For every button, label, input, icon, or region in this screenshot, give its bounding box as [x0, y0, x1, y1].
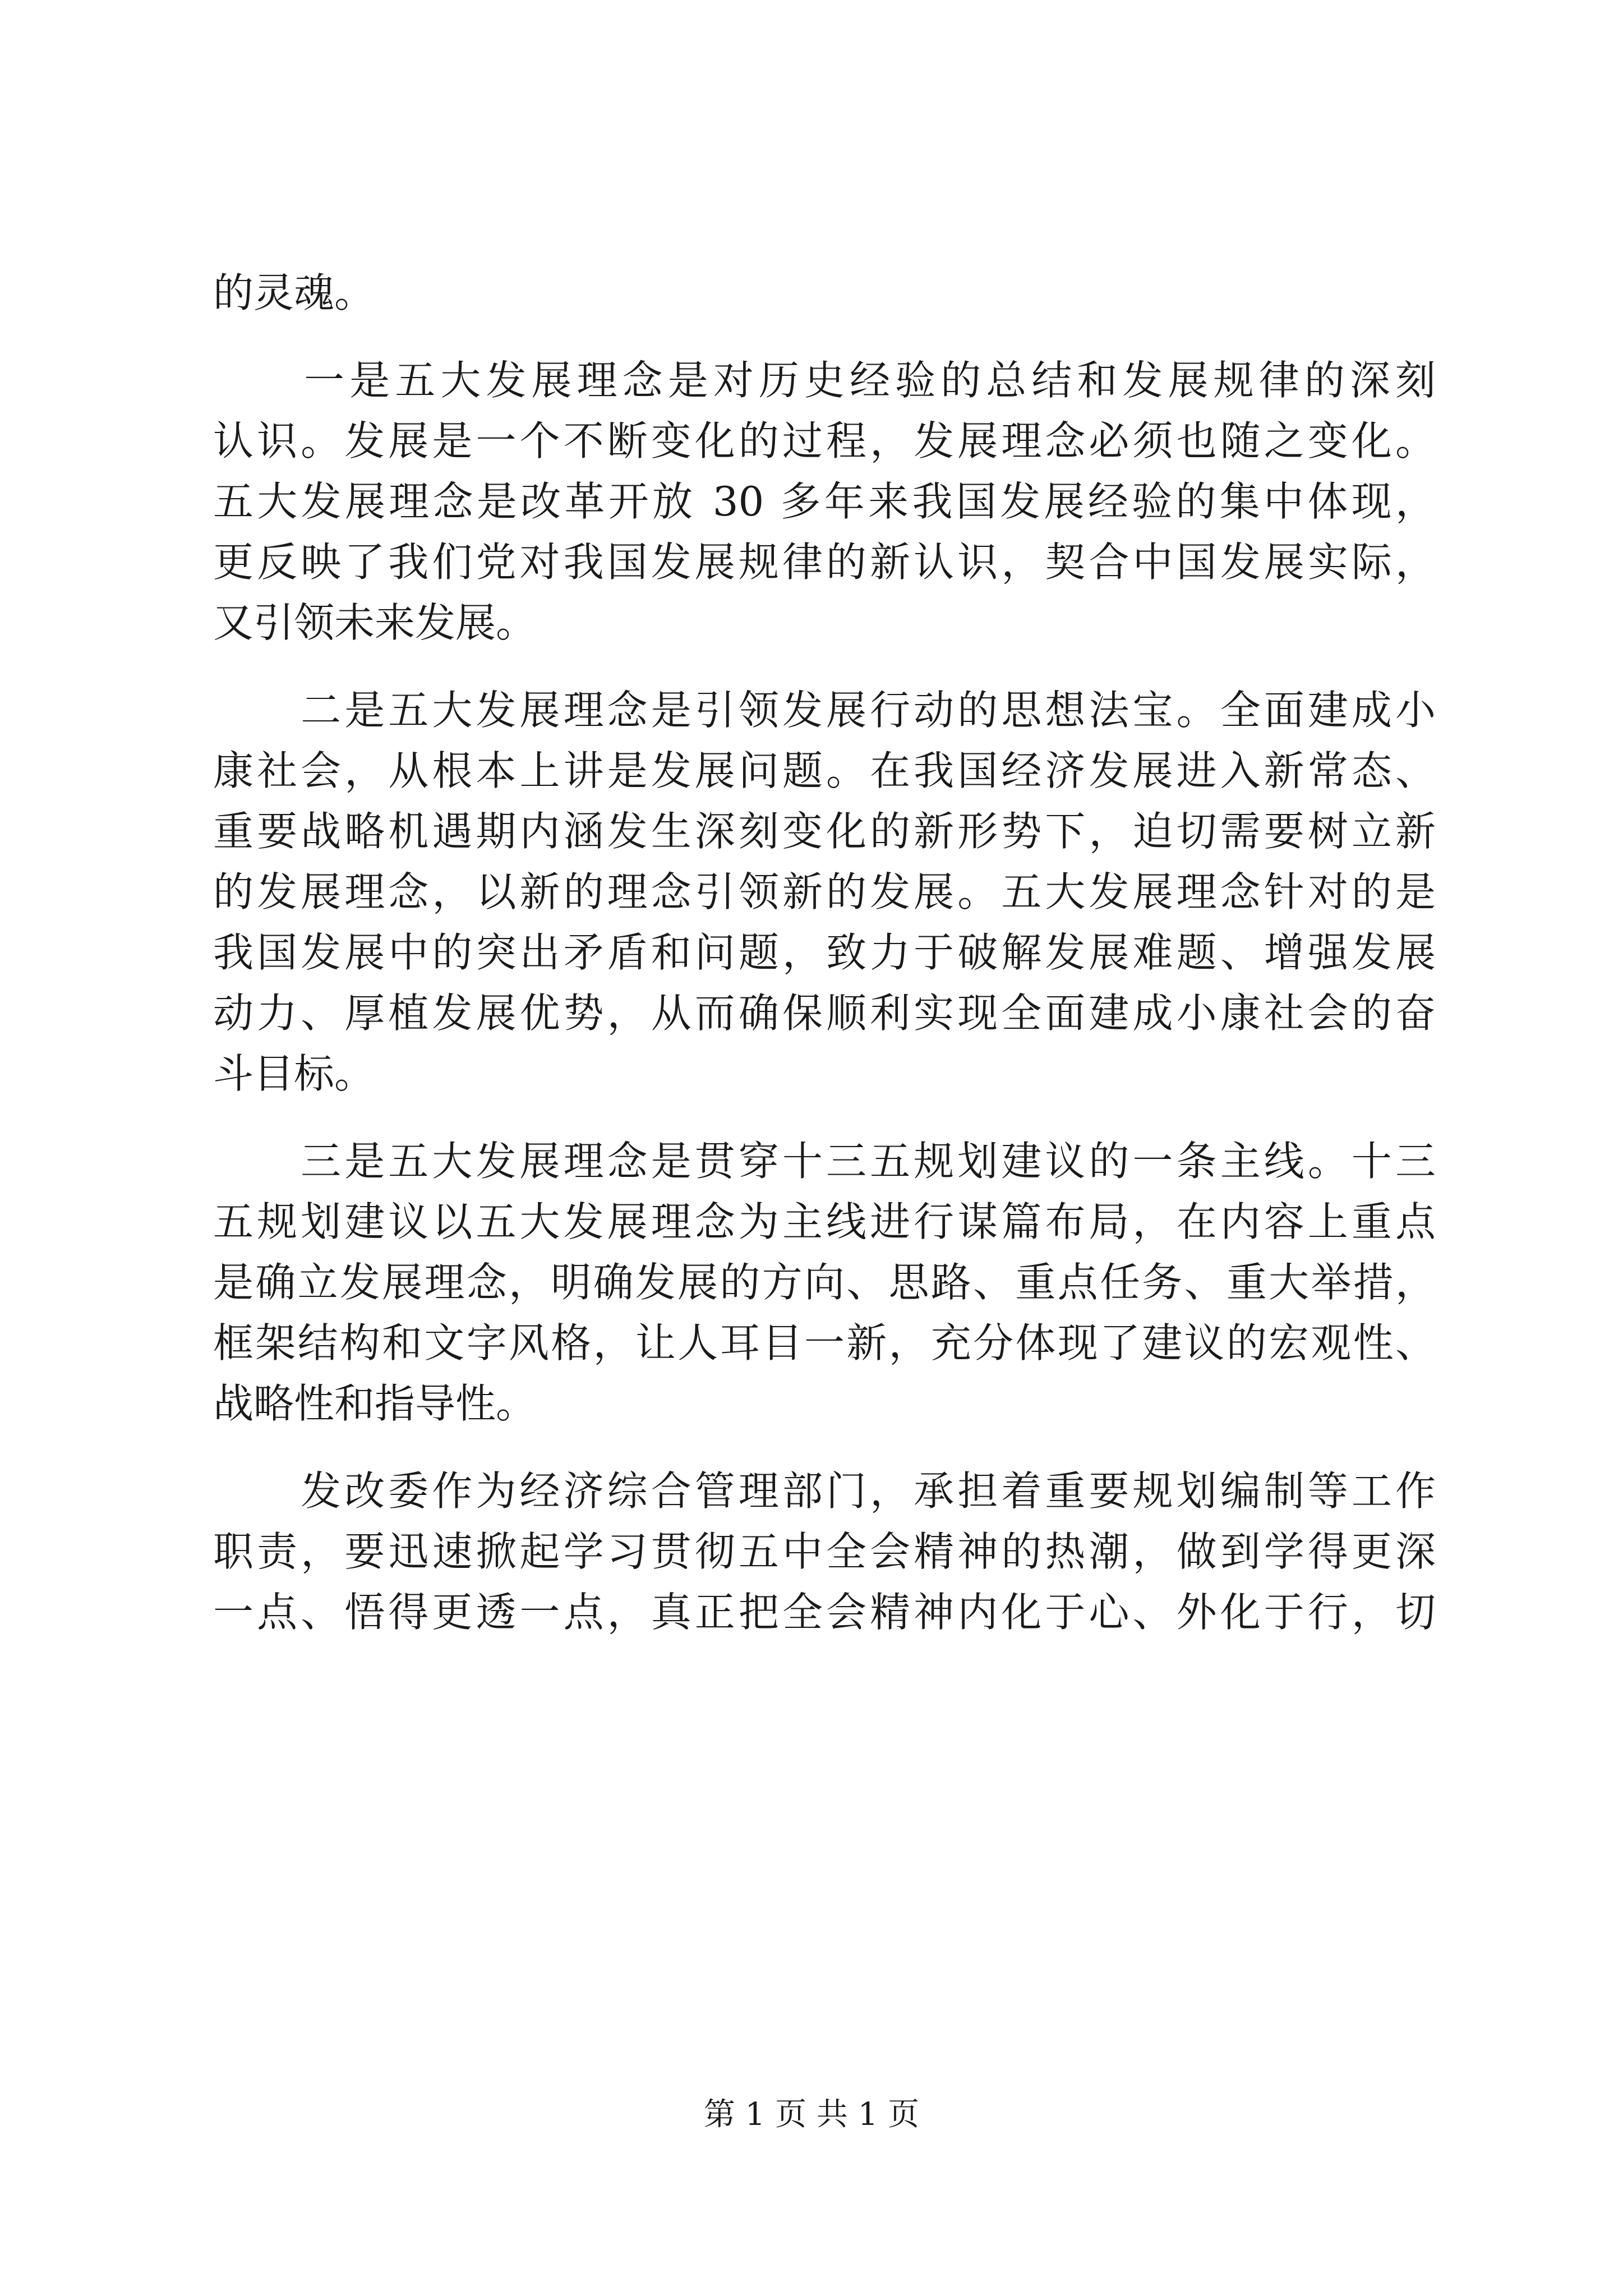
text-line: 又引领未来发展。: [213, 599, 537, 646]
text-line: 我国发展中的突出矛盾和问题，致力于破解发展难题、增强发展: [213, 929, 1436, 976]
text-line: 一点、悟得更透一点，真正把全会精神内化于心、外化于行，切: [213, 1589, 1436, 1636]
text-line: 重要战略机遇期内涵发生深刻变化的新形势下，迫切需要树立新: [213, 808, 1436, 855]
text-line: 二是五大发展理念是引领发展行动的思想法宝。全面建成小: [213, 687, 1436, 734]
text-line: 的灵魂。: [213, 269, 375, 316]
text-line: 框架结构和文字风格，让人耳目一新，充分体现了建议的宏观性、: [213, 1319, 1436, 1366]
paragraph-gap: [213, 1104, 1436, 1131]
text-line: 发改委作为经济综合管理部门，承担着重要规划编制等工作: [213, 1467, 1436, 1515]
text-line: 五规划建议以五大发展理念为主线进行谋篇布局，在内容上重点: [213, 1198, 1436, 1245]
document-body: [213, 263, 1436, 1642]
text-line: 是确立发展理念，明确发展的方向、思路、重点任务、重大举措，: [213, 1259, 1436, 1306]
paragraph-gap: [213, 653, 1436, 680]
text-line: 五大发展理念是改革开放 30 多年来我国发展经验的集中体现，: [213, 478, 1436, 525]
text-line: 更反映了我们党对我国发展规律的新认识，契合中国发展实际，: [213, 539, 1436, 586]
text-line: 康社会，从根本上讲是发展问题。在我国经济发展进入新常态、: [213, 747, 1436, 794]
paragraph-gap: [213, 323, 1436, 350]
paragraph-gap: [213, 1434, 1436, 1461]
page-footer: 第 1 页 共 1 页: [703, 2096, 920, 2133]
text-line: 战略性和指导性。: [213, 1380, 537, 1427]
text-line: 的发展理念，以新的理念引领新的发展。五大发展理念针对的是: [213, 868, 1436, 915]
text-line: 斗目标。: [213, 1050, 375, 1097]
text-line: 职责，要迅速掀起学习贯彻五中全会精神的热潮，做到学得更深: [213, 1528, 1436, 1575]
text-line: 三是五大发展理念是贯穿十三五规划建议的一条主线。十三: [213, 1138, 1436, 1185]
text-line: 认识。发展是一个不断变化的过程，发展理念必须也随之变化。: [213, 417, 1436, 464]
text-line: 动力、厚植发展优势，从而确保顺利实现全面建成小康社会的奋: [213, 990, 1436, 1037]
text-line: 一是五大发展理念是对历史经验的总结和发展规律的深刻: [213, 357, 1436, 404]
